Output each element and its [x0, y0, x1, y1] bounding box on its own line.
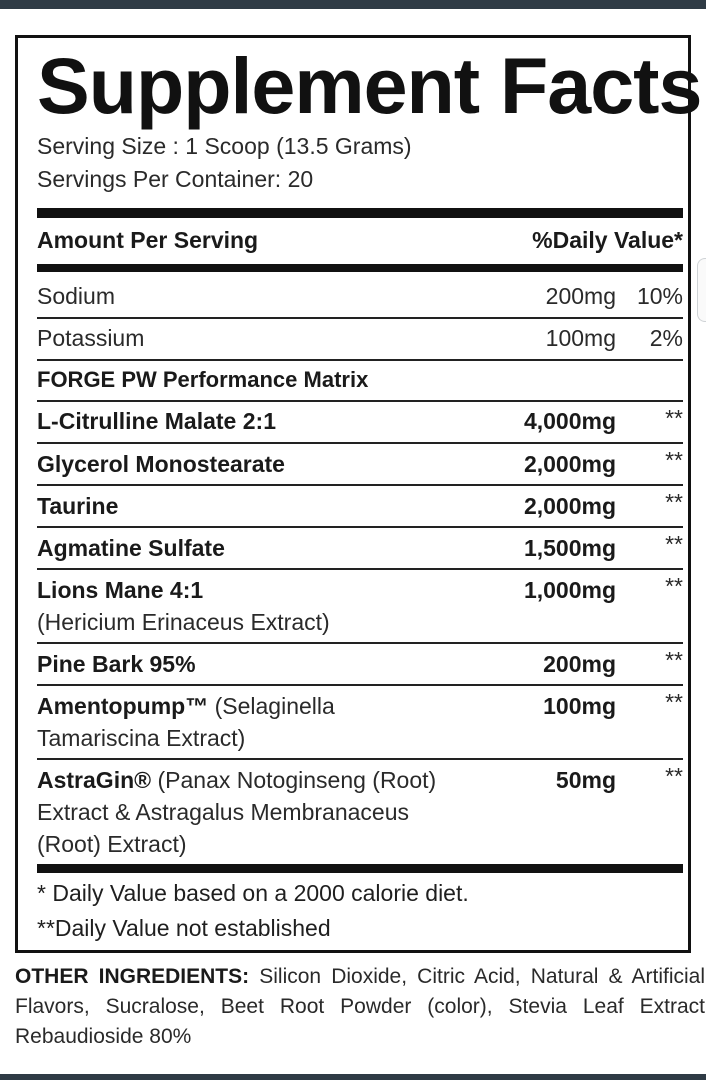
row-divider [37, 758, 683, 760]
ingredient-amount: 200mg [543, 651, 616, 677]
row-divider [37, 359, 683, 361]
ingredient-name: L-Citrulline Malate 2:1 [37, 408, 276, 434]
servings-per-container: Servings Per Container: 20 [37, 166, 314, 192]
ingredient-dv: ** [665, 447, 683, 473]
ingredient-dv: ** [665, 647, 683, 673]
side-handle[interactable] [697, 258, 706, 322]
ingredient-dv: ** [665, 489, 683, 515]
thick-divider [37, 208, 683, 218]
nutrient-amount-potassium: 100mg [545, 325, 616, 351]
nutrient-dv-potassium: 2% [649, 325, 683, 351]
row-divider [37, 684, 683, 686]
ingredient-name: Glycerol Monostearate [37, 451, 285, 477]
matrix-title: FORGE PW Performance Matrix [37, 367, 369, 392]
ingredient-desc: (Selaginella [214, 693, 335, 719]
ingredient-amount: 4,000mg [523, 408, 616, 434]
ingredient-amount: 100mg [543, 693, 616, 719]
supplement-facts-panel [15, 35, 702, 953]
ingredient-dv: ** [665, 689, 683, 715]
row-divider [37, 526, 683, 528]
nutrient-name-potassium: Potassium [37, 325, 145, 351]
ingredient-name: Amentopump™ [37, 693, 209, 719]
ingredient-amount: 50mg [555, 767, 616, 793]
nutrient-dv-sodium: 10% [636, 283, 683, 309]
ingredient-desc: Extract & Astragalus Membranaceus [37, 799, 409, 825]
ingredient-amount: 2,000mg [523, 451, 616, 477]
ingredient-desc: (Panax Notoginseng (Root) [157, 767, 437, 793]
nutrient-name-sodium: Sodium [37, 283, 115, 309]
ingredient-name: Agmatine Sulfate [37, 535, 225, 561]
ingredient-dv: ** [665, 573, 683, 599]
row-divider [37, 400, 683, 402]
ingredient-name-line [37, 764, 436, 796]
ingredient-desc: Tamariscina Extract) [37, 725, 246, 751]
footnote-not-established: **Daily Value not established [37, 915, 331, 941]
row-divider [37, 642, 683, 644]
ingredient-amount: 2,000mg [523, 493, 616, 519]
header-amount-per-serving: Amount Per Serving [37, 227, 259, 253]
ingredient-dv: ** [665, 405, 683, 431]
ingredient-amount: 1,500mg [523, 535, 616, 561]
other-ingredients [15, 962, 705, 1052]
serving-size: Serving Size : 1 Scoop (13.5 Grams) [37, 133, 412, 159]
other-ingredients-label: OTHER INGREDIENTS: [15, 965, 250, 988]
other-ingredients-text: Silicon Dioxide, Citric Acid, Natural & Artificial Flavors, Sucralose, Beet Root Powder (color), Stevia Leaf Extract Rebaudioside 80% [15, 965, 706, 1048]
row-divider [37, 442, 683, 444]
header-daily-value: %Daily Value* [532, 227, 683, 253]
row-divider [37, 317, 683, 319]
thick-divider [37, 264, 683, 272]
nutrient-amount-sodium: 200mg [545, 283, 616, 309]
ingredient-name-line [37, 690, 335, 722]
ingredient-name: Pine Bark 95% [37, 651, 196, 677]
footnote-daily-value: * Daily Value based on a 2000 calorie diet. [37, 880, 469, 906]
thick-divider [37, 864, 683, 873]
row-divider [37, 568, 683, 570]
row-divider [37, 484, 683, 486]
ingredient-name: AstraGin® [37, 767, 152, 793]
ingredient-dv: ** [665, 531, 683, 557]
label-title: Supplement Facts [37, 41, 702, 130]
bottom-edge-bar [0, 1074, 706, 1080]
ingredient-name: Taurine [37, 493, 119, 519]
ingredient-amount: 1,000mg [523, 577, 616, 603]
ingredient-name: Lions Mane 4:1 [37, 577, 204, 603]
ingredient-subtext: (Hericium Erinaceus Extract) [37, 609, 330, 635]
top-edge-bar [0, 0, 706, 9]
ingredient-desc: (Root) Extract) [37, 831, 187, 857]
ingredient-dv: ** [665, 763, 683, 789]
